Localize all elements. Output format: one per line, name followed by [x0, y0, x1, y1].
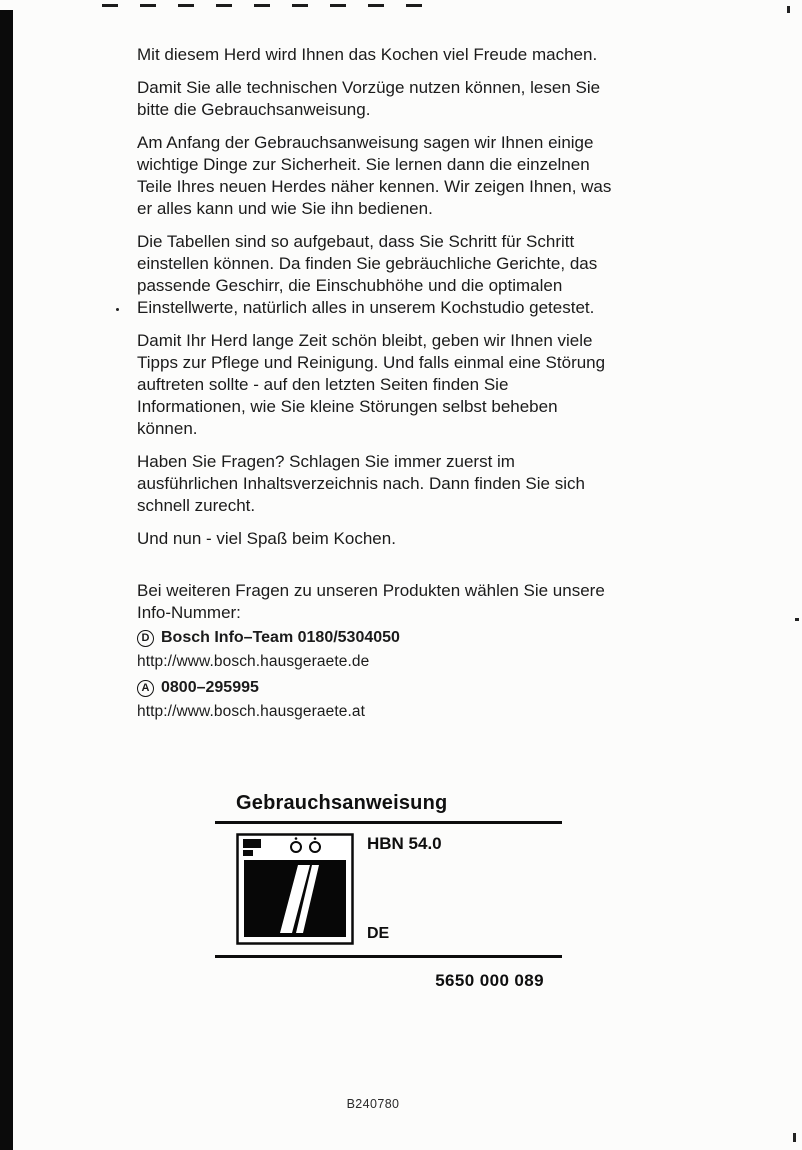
oven-icon	[236, 833, 354, 945]
manual-title-box	[215, 792, 562, 991]
intro-paragraph: Und nun - viel Spaß beim Kochen.	[137, 529, 396, 548]
scan-speck	[116, 308, 119, 311]
manual-box-row	[215, 833, 562, 945]
intro-text-block	[137, 44, 613, 727]
intro-paragraph: Die Tabellen sind so aufgebaut, dass Sie Schritt für Schritt einstellen können. Da finden Sie gebräuchliche Gerichte, das passende Geschirr, die Einschubhöhe und die optimalen Einstellwerte, natürlich alles in unserem Kochstudio getestet.	[137, 232, 598, 317]
scan-artifact-top-dashes	[102, 4, 442, 7]
intro-paragraph: Damit Ihr Herd lange Zeit schön bleibt, geben wir Ihnen viele Tipps zur Pflege und Reinigung. Und falls einmal eine Störung auftreten sollte - auf den letzten Seiten finden Sie Informationen, wie Sie kleine Störungen selbst beheben können.	[137, 331, 606, 438]
model-number: HBN 54.0	[367, 834, 442, 853]
intro-paragraph: Damit Sie alle technischen Vorzüge nutzen können, lesen Sie bitte die Gebrauchsanweisung.	[137, 78, 601, 119]
scan-artifact-left-bar	[0, 10, 13, 1150]
intro-paragraph: Mit diesem Herd wird Ihnen das Kochen viel Freude machen.	[137, 45, 598, 64]
country-badge-de-icon: D	[137, 630, 154, 647]
footer-print-code: B240780	[346, 1097, 400, 1111]
divider-rule	[215, 955, 562, 958]
contact-block	[137, 580, 613, 723]
divider-rule	[215, 821, 562, 824]
contact-phone-de	[137, 627, 613, 649]
model-language-column	[367, 833, 442, 945]
contact-intro: Bei weiteren Fragen zu unseren Produkten wählen Sie unsere Info-Nummer:	[137, 581, 605, 622]
manual-title: Gebrauchsanweisung	[236, 792, 448, 814]
scan-speck	[793, 1133, 796, 1142]
phone-number-de: Bosch Info–Team 0180/5304050	[161, 629, 400, 646]
website-url-de: http://www.bosch.hausgeraete.de	[137, 653, 370, 670]
scan-speck	[795, 618, 799, 621]
website-url-at: http://www.bosch.hausgeraete.at	[137, 703, 365, 720]
scan-speck	[787, 6, 790, 13]
country-badge-at-icon: A	[137, 680, 154, 697]
contact-phone-at	[137, 677, 613, 699]
language-code: DE	[367, 925, 390, 942]
intro-paragraph: Am Anfang der Gebrauchsanweisung sagen wir Ihnen einige wichtige Dinge zur Sicherheit. Sie lernen dann die einzelnen Teile Ihres neuen Herdes näher kennen. Wir zeigen Ihnen, was er alles kann und wie Sie ihn bedienen.	[137, 133, 612, 218]
phone-number-at: 0800–295995	[161, 679, 259, 696]
order-number: 5650 000 089	[435, 971, 544, 990]
intro-paragraph: Haben Sie Fragen? Schlagen Sie immer zuerst im ausführlichen Inhaltsverzeichnis nach. Dann finden Sie sich schnell zurecht.	[137, 452, 585, 515]
